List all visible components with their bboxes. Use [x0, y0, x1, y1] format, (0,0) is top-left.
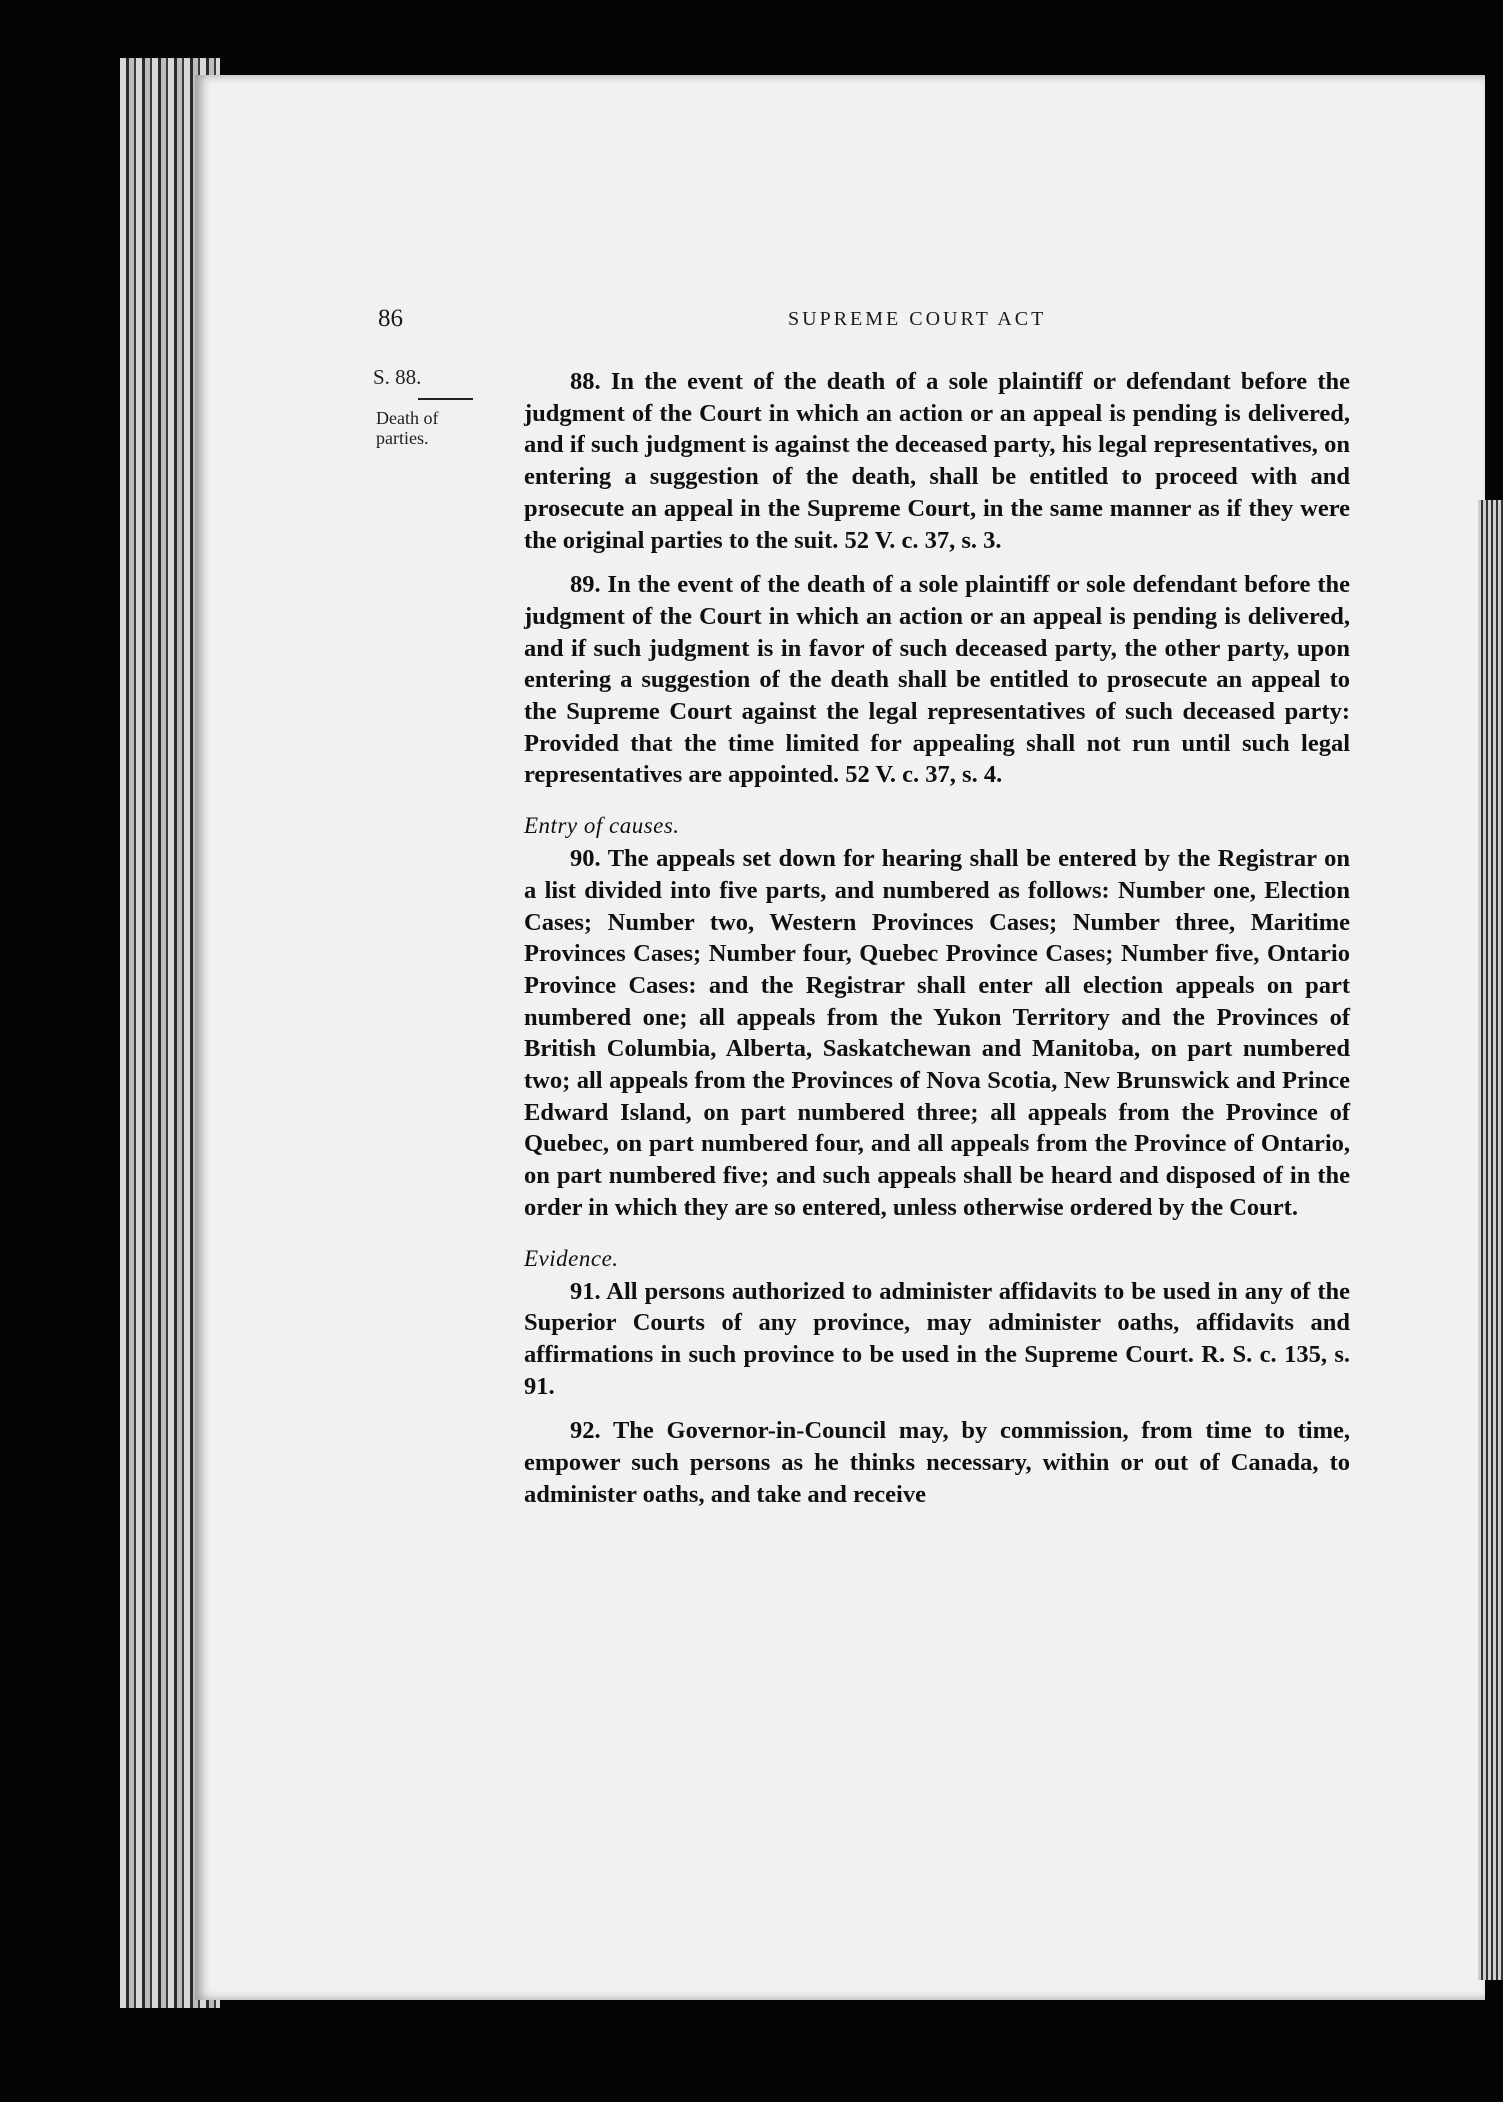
running-title: SUPREME COURT ACT: [788, 308, 1047, 330]
paragraph-88: 88. In the event of the death of a sole plaintiff or defendant before the judgment of the Court in which an action or an appeal is pending is delivered, and if such judgment is against the deceased party, his legal representatives, on entering a suggestion of the death, shall be entitled to proceed with and prosecute an appeal in the Supreme Court, in the same manner as if they were the original parties to the suit. 52 V. c. 37, s. 3.: [524, 368, 1350, 554]
margin-notes: [373, 365, 483, 448]
margin-rule: [418, 398, 473, 400]
body-text: [524, 366, 1350, 1511]
paragraph-91: 91. All persons authorized to administer affidavits to be used in any of the Superior Courts of any province, may administer oaths, affidavits and affirmations in such province to be used in the Supreme Court. R. S. c. 135, s. 91.: [524, 1277, 1350, 1400]
subheading-entry-of-causes: Entry of causes.: [524, 813, 680, 839]
paragraph-90: 90. The appeals set down for hearing shall be entered by the Registrar on a list divided into five parts, and numbered as follows: Number one, Election Cases; Number two, Western Provinces Cases; Number three, Maritime Provinces Cases; Number four, Quebec Province Cases; Number five, Ontario Province Cases: and the Registrar shall enter all election appeals on part numbered one; all appeals from the Yukon Territory and the Provinces of British Columbia, Alberta, Saskatchewan and Manitoba, on part numbered two; all appeals from the Provinces of Nova Scotia, New Brunswick and Prince Edward Island, on part numbered three; all appeals from the Province of Quebec, on part numbered four, and all appeals from the Province of Ontario, on part numbered five; and such appeals shall be heard and disposed of in the order in which they are so entered, unless otherwise ordered by the Court.: [524, 845, 1350, 1221]
paragraph-gap: [524, 1402, 1350, 1415]
page-number: 86: [378, 305, 403, 332]
subheading-evidence: Evidence.: [524, 1245, 619, 1271]
paragraph-92: 92. The Governor-in-Council may, by commission, from time to time, empower such persons as he thinks necessary, within or out of Canada, to administer oaths, and take and receive: [524, 1417, 1350, 1508]
margin-note: Death of parties.: [376, 408, 439, 448]
paragraph-gap: [524, 556, 1350, 569]
right-page-edge: [1478, 500, 1503, 1980]
section-reference: S. 88.: [373, 365, 422, 389]
running-head: [378, 305, 1378, 335]
paragraph-89: 89. In the event of the death of a sole plaintiff or sole defendant before the judgment of the Court in which an action or an appeal is pending is delivered, and if such judgment is in favor of such deceased party, the other party, upon entering a suggestion of the death shall be entitled to prosecute an appeal to the Supreme Court against the legal representatives of such deceased party: Provided that the time limited for appealing shall not run until such legal representatives are appointed. 52 V. c. 37, s. 4.: [524, 571, 1350, 789]
